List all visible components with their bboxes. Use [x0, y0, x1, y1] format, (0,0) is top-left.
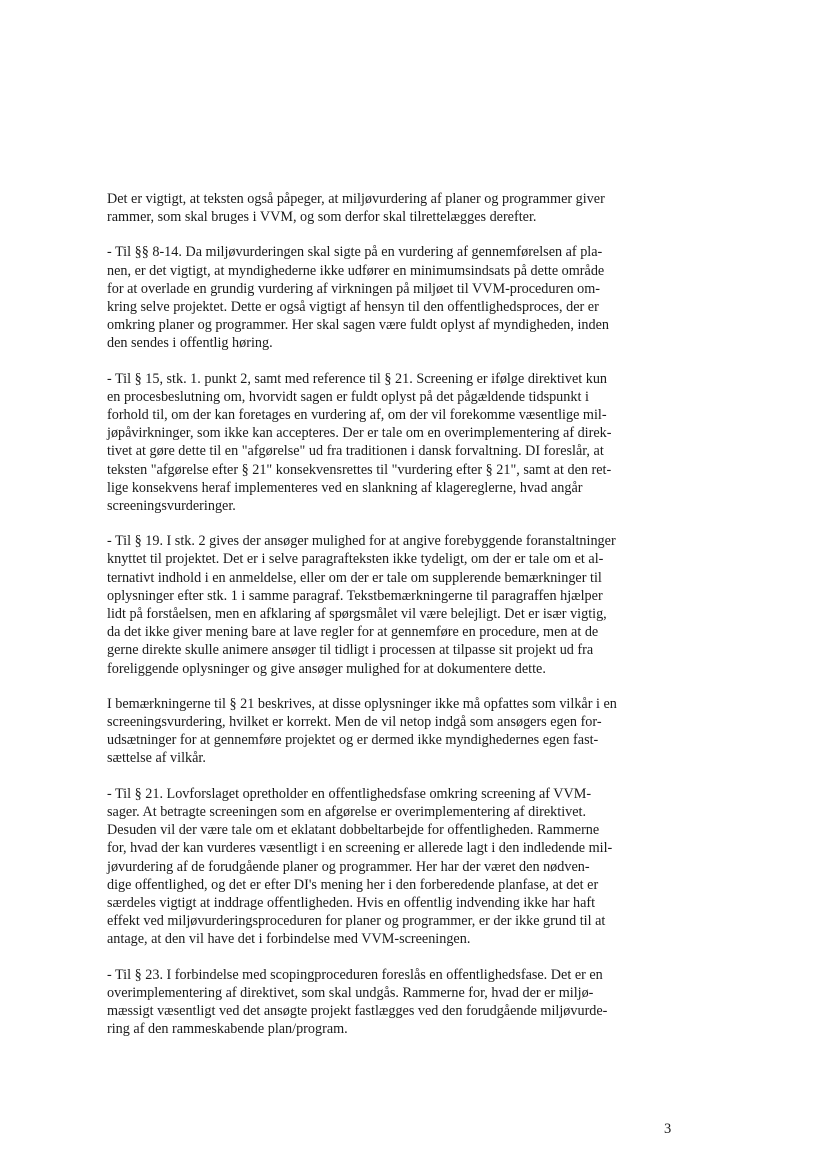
paragraph-section-8-14	[107, 243, 679, 352]
text-line: særdeles vigtigt at inddrage offentligheden. Hvis en offentlig indvending ikke har haft	[107, 894, 596, 911]
text-line: den sendes i offentlig høring.	[107, 335, 273, 352]
text-line: lidt på forståelsen, men en afklaring af spørgsmålet vil være belejligt. Det er især vigtig,	[107, 606, 607, 623]
paragraph-section-21	[107, 785, 679, 949]
text-line: mæssigt væsentligt ved det ansøgte projekt fastlægges ved den forudgående miljøvurde-	[107, 1002, 608, 1019]
text-line: - Til § 15, stk. 1. punkt 2, samt med reference til § 21. Screening er ifølge direktivet kun	[107, 370, 608, 387]
text-line: overimplementering af direktivet, som skal undgås. Rammerne for, hvad der er miljø-	[107, 984, 594, 1001]
text-line: for at overlade en grundig vurdering af virkningen på miljøet til VVM-proceduren om-	[107, 280, 601, 297]
text-line: Det er vigtigt, at teksten også påpeger, at miljøvurdering af planer og programmer giver	[107, 191, 605, 207]
text-line: oplysninger efter stk. 1 i samme paragraf. Tekstbemærkningerne til paragraffen hjælper	[107, 587, 603, 604]
paragraph-section-19	[107, 532, 679, 678]
text-line: jøvurdering af de forudgående planer og programmer. Her har der været den nødven-	[107, 858, 590, 875]
text-line: ternativt indhold i en anmeldelse, eller om der er tale om supplerende bemærkninger til	[107, 569, 602, 586]
text-line: - Til § 23. I forbindelse med scopingproceduren foreslås en offentlighedsfase. Det er en	[107, 966, 603, 983]
text-line: rammer, som skal bruges i VVM, og som derfor skal tilrettelægges derefter.	[107, 209, 537, 226]
text-line: ring af den rammeskabende plan/program.	[107, 1021, 348, 1038]
text-line: lige konsekvens heraf implementeres ved en slankning af klagereglerne, hvad angår	[107, 479, 583, 496]
page-number: 3	[664, 1121, 672, 1137]
text-line: tivet at gøre dette til en "afgørelse" ud fra traditionen i dansk forvaltning. DI foreslår, at	[107, 443, 604, 460]
text-line: dige offentlighed, og det er efter DI's mening her i den forberedende planfase, at det er	[107, 876, 599, 893]
text-line: screeningsvurderinger.	[107, 498, 236, 515]
paragraph-intro	[107, 190, 679, 226]
text-line: - Til §§ 8-14. Da miljøvurderingen skal sigte på en vurdering af gennemførelsen af pla-	[107, 244, 603, 261]
text-line: gerne direkte skulle animere ansøger til tidligt i processen at tilpasse sit projekt ud fra	[107, 642, 594, 659]
paragraph-section-15	[107, 370, 679, 516]
text-line: forhold til, om der kan foretages en vurdering af, om der vil forekomme væsentlige mil-	[107, 407, 607, 424]
text-line: jøpåvirkninger, som ikke kan accepteres. Der er tale om en overimplementering af direk-	[107, 425, 612, 442]
text-line: sættelse af vilkår.	[107, 750, 206, 767]
text-line: - Til § 19. I stk. 2 gives der ansøger mulighed for at angive forebyggende foranstaltninger	[107, 533, 616, 550]
text-line: I bemærkningerne til § 21 beskrives, at disse oplysninger ikke må opfattes som vilkår i en	[107, 695, 617, 712]
text-line: knyttet til projektet. Det er i selve paragrafteksten ikke tydeligt, om der er tale om et al-	[107, 551, 604, 568]
text-line: nen, er det vigtigt, at myndighederne ikke udfører en minimumsindsats på dette område	[107, 262, 605, 279]
text-line: udsætninger for at gennemføre projektet og er dermed ikke myndighedernes egen fast-	[107, 732, 599, 749]
text-line: screeningsvurdering, hvilket er korrekt. Men de vil netop indgå som ansøgers egen for-	[107, 714, 602, 731]
paragraph-remarks-21	[107, 695, 679, 768]
text-line: teksten "afgørelse efter § 21" konsekvensrettes til "vurdering efter § 21", samt at den ret-	[107, 461, 612, 478]
document-body	[107, 190, 679, 1055]
text-line: - Til § 21. Lovforslaget opretholder en offentlighedsfase omkring screening af VVM-	[107, 785, 592, 802]
text-line: antage, at den vil have det i forbindelse med VVM-screeningen.	[107, 931, 471, 948]
text-line: foreliggende oplysninger og give ansøger mulighed for at dokumentere dette.	[107, 660, 546, 677]
paragraph-section-23	[107, 966, 679, 1039]
text-line: for, hvad der kan vurderes væsentligt i en screening er allerede lagt i den indledende mil-	[107, 840, 613, 857]
text-line: effekt ved miljøvurderingsproceduren for planer og programmer, er der ikke grund til at	[107, 913, 606, 930]
text-line: kring selve projektet. Dette er også vigtigt af hensyn til den offentlighedsproces, der er	[107, 299, 599, 316]
text-line: en procesbeslutning om, hvorvidt sagen er fuldt oplyst på det pågældende tidspunkt i	[107, 388, 589, 405]
text-line: Desuden vil der være tale om et eklatant dobbeltarbejde for offentligheden. Rammerne	[107, 822, 600, 839]
text-line: omkring planer og programmer. Her skal sagen være fuldt oplyst af myndigheden, inden	[107, 317, 609, 334]
text-line: da det ikke giver mening bare at lave regler for at gennemføre en procedure, men at de	[107, 624, 599, 641]
text-line: sager. At betragte screeningen som en afgørelse er overimplementering af direktivet.	[107, 803, 587, 820]
